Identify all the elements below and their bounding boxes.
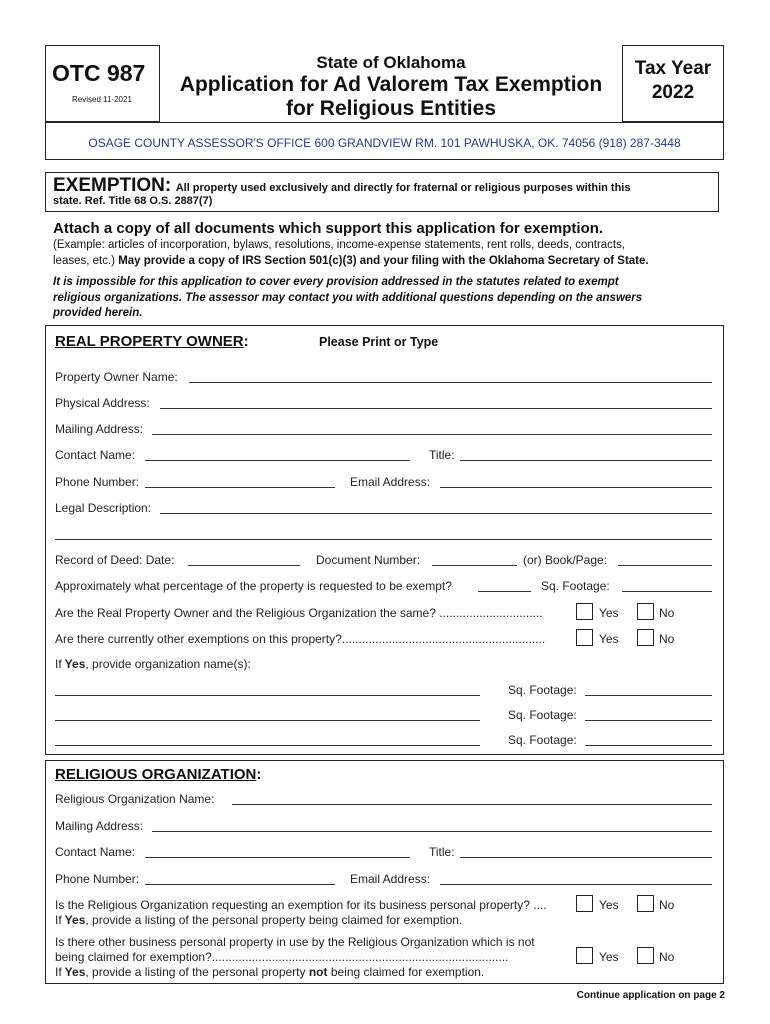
bpp-if-prefix: If <box>55 913 62 927</box>
if-yes-bold: Yes <box>64 657 86 671</box>
other-bpp-if-yes-bold: Yes <box>64 965 86 979</box>
religious-heading-wrap <box>55 766 261 783</box>
other-exemptions-yes-checkbox[interactable] <box>576 629 593 646</box>
religious-phone-field[interactable] <box>145 884 335 885</box>
religious-email-field[interactable] <box>440 884 712 885</box>
org-sqft-field-3[interactable] <box>585 745 712 746</box>
attach-line2-plain: leases, etc.) <box>53 255 115 267</box>
other-bpp-if-not: not <box>308 965 328 979</box>
document-number-label: Document Number: <box>316 553 421 567</box>
tax-year-label: Tax Year <box>634 58 712 79</box>
other-bpp-if-rest2: being claimed for exemption. <box>330 965 485 979</box>
religious-mailing-label: Mailing Address: <box>55 819 144 833</box>
form-id: OTC 987 <box>52 60 146 86</box>
tax-year-value: 2022 <box>651 82 695 103</box>
religious-title-field[interactable] <box>460 857 712 858</box>
bpp-if-rest: , provide a listing of the personal property being claimed for exemption. <box>85 913 463 927</box>
bpp-if-yes-bold: Yes <box>64 913 86 927</box>
owner-title-field[interactable] <box>460 460 712 461</box>
owner-mailing-label: Mailing Address: <box>55 422 144 436</box>
religious-email-label: Email Address: <box>350 872 431 886</box>
bpp-yes-label: Yes <box>599 898 619 912</box>
owner-mailing-field[interactable] <box>152 434 712 435</box>
attach-heading: Attach a copy of all documents which support this application for exemption. <box>53 220 604 237</box>
bpp-yes-checkbox[interactable] <box>576 895 593 912</box>
org-name-field-2[interactable] <box>55 720 480 721</box>
owner-heading-colon: : <box>243 333 249 350</box>
attach-line2-bold: May provide a copy of IRS Section 501(c)(3) and your filing with the Oklahoma Secretary of State. <box>118 255 649 267</box>
assessor-office: OSAGE COUNTY ASSESSOR'S OFFICE 600 GRANDVIEW RM. 101 PAWHUSKA, OK. 74056 (918) 287-3448 <box>88 136 681 150</box>
state-name: State of Oklahoma <box>316 53 466 72</box>
other-bpp-if-prefix: If <box>55 965 62 979</box>
owner-name-label: Property Owner Name: <box>55 370 178 384</box>
other-bpp-no-checkbox[interactable] <box>637 947 654 964</box>
owner-email-field[interactable] <box>440 487 712 488</box>
other-exemptions-no-label: No <box>659 632 675 646</box>
org-name-field-1[interactable] <box>55 695 480 696</box>
note-line1: It is impossible for this application to cover every provision addressed in the statutes related to exempt <box>53 276 619 288</box>
exemption-heading: EXEMPTION: <box>53 175 172 196</box>
if-yes-org-names <box>55 657 251 671</box>
religious-name-label: Religious Organization Name: <box>55 792 215 806</box>
owner-contact-label: Contact Name: <box>55 448 136 462</box>
org-sqft-label-3: Sq. Footage: <box>508 733 577 747</box>
owner-phone-label: Phone Number: <box>55 475 140 489</box>
owner-title-label: Title: <box>429 448 455 462</box>
other-bpp-question-1: Is there other business personal property in use by the Religious Organization which is not <box>55 935 535 949</box>
other-exemptions-yes-label: Yes <box>599 632 619 646</box>
owner-section <box>45 325 724 755</box>
revised-date: Revised 11-2021 <box>72 95 132 104</box>
other-bpp-if-yes <box>55 965 484 979</box>
if-yes-suffix: , provide organization name(s): <box>85 657 251 671</box>
owner-sqft-field[interactable] <box>622 591 712 592</box>
owner-heading-wrap <box>55 333 249 350</box>
other-bpp-if-rest1: , provide a listing of the personal property <box>85 965 306 979</box>
bpp-no-label: No <box>659 898 675 912</box>
book-page-label: (or) Book/Page: <box>523 553 608 567</box>
attach-line1: (Example: articles of incorporation, bylaws, resolutions, income-expense statements, rent rolls, deeds, contracts, <box>53 239 626 251</box>
note-line3: provided herein. <box>53 307 143 319</box>
owner-phone-field[interactable] <box>145 487 335 488</box>
religious-contact-label: Contact Name: <box>55 845 136 859</box>
note-line2: religious organizations. The assessor may contact you with additional questions depending on the answers <box>53 292 643 304</box>
religious-phone-label: Phone Number: <box>55 872 140 886</box>
owner-contact-field[interactable] <box>145 460 410 461</box>
other-bpp-no-label: No <box>659 950 675 964</box>
religious-name-field[interactable] <box>232 804 712 805</box>
bpp-if-yes <box>55 913 462 927</box>
exemption-text1: All property used exclusively and directly for fraternal or religious purposes within this <box>175 182 631 194</box>
org-sqft-label-2: Sq. Footage: <box>508 708 577 722</box>
document-number-field[interactable] <box>432 565 517 566</box>
same-entity-no-checkbox[interactable] <box>637 603 654 620</box>
other-exemptions-question: Are there currently other exemptions on this property?............................................................. <box>55 632 546 646</box>
same-entity-question: Are the Real Property Owner and the Religious Organization the same? ............................... <box>55 606 543 620</box>
percentage-label: Approximately what percentage of the property is requested to be exempt? <box>55 579 452 593</box>
owner-email-label: Email Address: <box>350 475 431 489</box>
org-sqft-field-2[interactable] <box>585 720 712 721</box>
religious-title-label: Title: <box>429 845 455 859</box>
form-title-line1: Application for Ad Valorem Tax Exemption <box>179 73 603 96</box>
owner-heading: REAL PROPERTY OWNER <box>55 333 244 350</box>
percentage-field[interactable] <box>478 591 531 592</box>
org-sqft-field-1[interactable] <box>585 695 712 696</box>
same-entity-yes-checkbox[interactable] <box>576 603 593 620</box>
other-bpp-yes-checkbox[interactable] <box>576 947 593 964</box>
physical-address-field[interactable] <box>160 408 712 409</box>
religious-contact-field[interactable] <box>145 857 410 858</box>
religious-heading-colon: : <box>256 766 262 783</box>
religious-mailing-field[interactable] <box>152 831 712 832</box>
same-entity-no-label: No <box>659 606 675 620</box>
legal-description-field-2[interactable] <box>55 539 712 540</box>
bpp-question: Is the Religious Organization requesting an exemption for its business personal property? .... <box>55 898 547 912</box>
physical-address-label: Physical Address: <box>55 396 150 410</box>
exemption-text2: state. Ref. Title 68 O.S. 2887(7) <box>53 195 213 207</box>
book-page-field[interactable] <box>618 565 712 566</box>
if-yes-prefix: If <box>55 657 62 671</box>
religious-heading: RELIGIOUS ORGANIZATION <box>55 766 257 783</box>
same-entity-yes-label: Yes <box>599 606 619 620</box>
owner-sqft-label: Sq. Footage: <box>541 579 610 593</box>
org-sqft-label-1: Sq. Footage: <box>508 683 577 697</box>
deed-date-field[interactable] <box>188 565 300 566</box>
other-bpp-question-2: being claimed for exemption?......................................................................................... <box>55 950 509 964</box>
legal-description-label: Legal Description: <box>55 501 152 515</box>
legal-description-field[interactable] <box>160 513 712 514</box>
deed-date-label: Record of Deed: Date: <box>55 553 175 567</box>
other-bpp-yes-label: Yes <box>599 950 619 964</box>
owner-name-field[interactable] <box>189 382 712 383</box>
form-title-line2: for Religious Entities <box>285 97 497 120</box>
org-name-field-3[interactable] <box>55 745 480 746</box>
attach-line2 <box>53 255 649 267</box>
continue-note: Continue application on page 2 <box>576 990 725 1001</box>
bpp-no-checkbox[interactable] <box>637 895 654 912</box>
print-note: Please Print or Type <box>319 335 439 349</box>
other-exemptions-no-checkbox[interactable] <box>637 629 654 646</box>
exemption-line1 <box>53 175 630 197</box>
